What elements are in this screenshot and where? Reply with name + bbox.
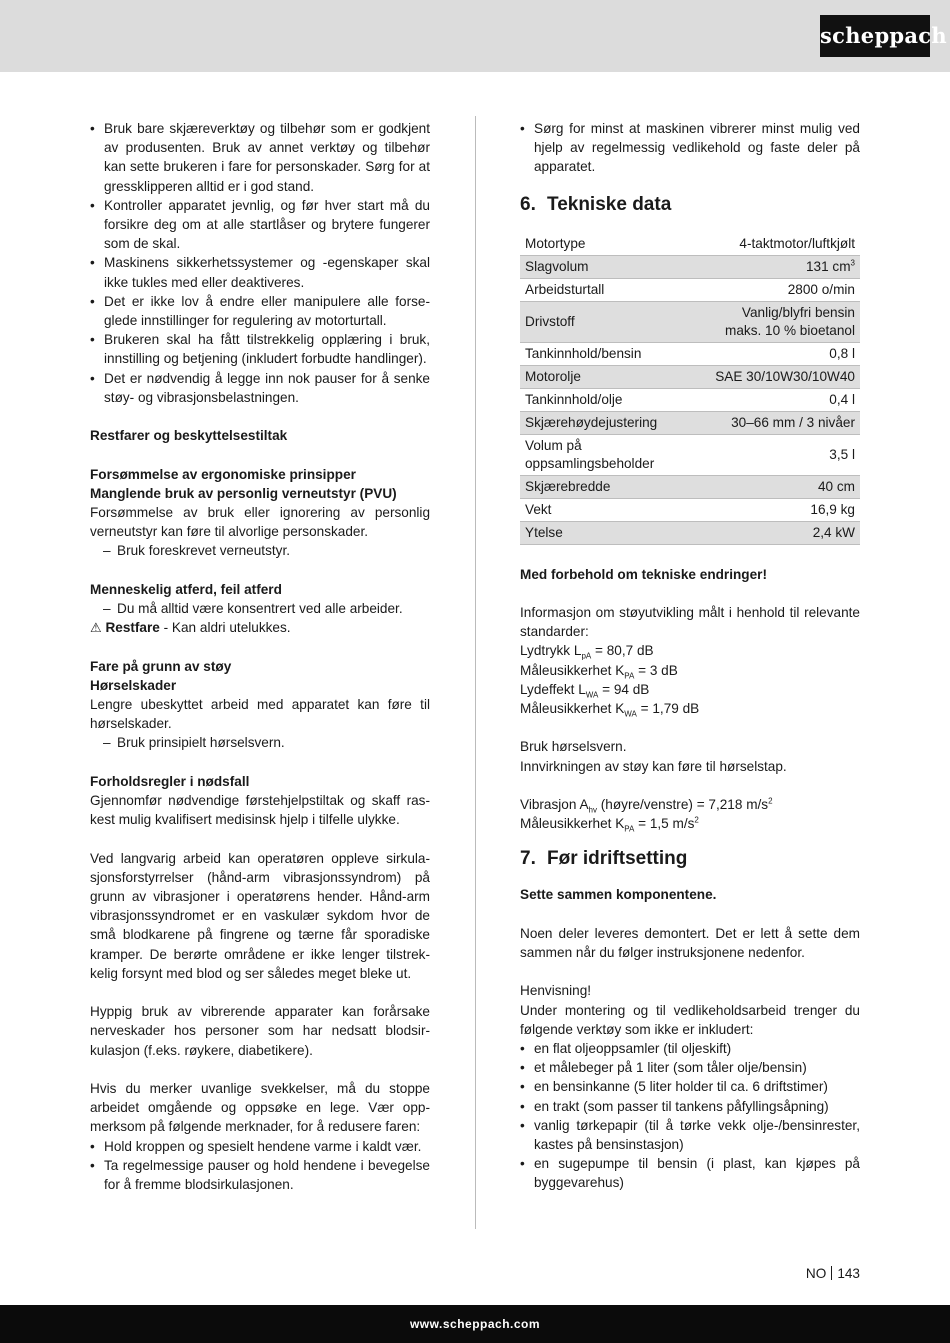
table-cell-value: 131 $cm^3$ (686, 255, 860, 278)
safety-bullet-list (90, 119, 430, 407)
list-item: • en sugepumpe til bensin (i plast, kan kjøpes på byggevarehus) (520, 1154, 860, 1192)
hearing-heading: Hørselskader (90, 677, 177, 693)
list-item: • en flat oljeoppsamler (til oljeskift) (520, 1039, 860, 1058)
nerve-damage-paragraph: Hyppig bruk av vibrerende apparater kan forårsake nerveskader hos personer som har nedsatt blodsirkulasjon (f.eks. røykere, diabetikere). (90, 1004, 430, 1058)
list-item: • en trakt (som passer til tankens påfyllingsåpning) (520, 1097, 860, 1116)
list-item: • Bruk bare skjæreverktøy og tilbehør som er godkjent av produsenten. Bruk av annet verktøy og tilbehør kan sette brukeren i fare for personskader. Sørg for at gressklipperen alltid er i god stand. (90, 119, 430, 196)
tech-changes-note: Med forbehold om tekniske endringer! (520, 566, 767, 582)
list-item: • Hold kroppen og spesielt hendene varme i kaldt vær. (90, 1137, 430, 1156)
weakness-paragraph: Hvis du merker uvanlige svekkelser, må du stoppe arbeidet omgående og oppsøke en lege. Vær oppmerksom på følgende merknader, for å redusere faren: (90, 1081, 430, 1135)
tools-bullet-list (520, 1039, 860, 1193)
page-number-value: 143 (837, 1266, 860, 1281)
scheppach-logo: scheppach (820, 15, 930, 57)
hearing-protection-text: Bruk hørselsvern. (520, 739, 627, 755)
kwa-uncertainty-line: Måleusikkerhet $K_{WA} = 1,79$ dB (520, 701, 700, 719)
header-bar (0, 0, 950, 72)
table-cell-value: 2,4 kW (686, 521, 860, 544)
right-column (520, 119, 860, 1193)
note-label: Henvisning! (520, 983, 592, 999)
list-item: • Det er nødvendig å legge inn nok pauser for å senke støy- og vibrasjonsbelastningen. (90, 369, 430, 407)
hearing-loss-text: Innvirkningen av støy kan føre til hørselstap. (520, 758, 787, 774)
table-cell-label: Vekt (520, 498, 686, 521)
section-number: 6. (520, 193, 536, 215)
table-cell-label: Motorolje (520, 365, 686, 388)
note-text: Under montering og til vedlikeholdsarbeid trenger du følgende verktøy som ikke er inkludert: (520, 1002, 860, 1037)
table-row (520, 475, 860, 498)
column-divider (475, 116, 476, 1229)
restfarer-heading: Restfarer og beskyttelsestiltak (90, 428, 288, 444)
list-item: • Kontroller apparatet jevnlig, og før hver start må du forsikre deg om at alle startlåser og brytere fungerer som de skal. (90, 196, 430, 254)
list-item: • Det er ikke lov å endre eller manipulere alle forseglede innstillinger for regulering av motorturtall. (90, 292, 430, 330)
list-item: • en bensinkanne (5 liter holder til ca. 6 driftstimer) (520, 1077, 860, 1096)
table-cell-label: Ytelse (520, 521, 686, 544)
table-cell-value: SAE 30/10W30/10W40 (686, 365, 860, 388)
table-cell-value: 4-taktmotor/luftkjølt (686, 233, 860, 256)
assemble-heading: Sette sammen komponentene. (520, 887, 717, 903)
human-dash-item: – Du må alltid være konsentrert ved alle arbeider. (90, 599, 430, 618)
language-code: NO (805, 1266, 827, 1281)
table-row (520, 388, 860, 411)
table-row (520, 301, 860, 342)
table-row (520, 365, 860, 388)
technical-data-table (520, 233, 860, 545)
table-cell-label: Skjærebredde (520, 475, 686, 498)
table-row (520, 278, 860, 301)
table-cell-value: 2800 o/min (686, 278, 860, 301)
list-item: • Brukeren skal ha fått tilstrekkelig opplæring i bruk, innstilling og betjening (inkludert forbudte handlinger). (90, 330, 430, 368)
table-cell-value: Vanlig/blyfri bensin maks. 10 % bioetanol (686, 301, 860, 342)
list-item: • et målebeger på 1 liter (som tåler olje/bensin) (520, 1058, 860, 1077)
list-item: • Sørg for minst at maskinen vibrerer minst mulig ved hjelp av regelmessig vedlikehold og faste deler på apparatet. (520, 119, 860, 177)
table-row (520, 255, 860, 278)
emergency-text: Gjennomfør nødvendige førstehjelpstiltak og skaff raskest mulig kvalifisert medisinsk hjelp i tilfelle ulykke. (90, 793, 430, 828)
section-title: Tekniske data (547, 193, 672, 215)
table-row (520, 411, 860, 434)
section-title: Før idriftsetting (547, 848, 688, 870)
sound-pressure-line: Lydtrykk $L_{pA} = 80,7$ dB (520, 643, 654, 662)
vibration-bullet-list (520, 119, 860, 177)
noise-text: Lengre ubeskyttet arbeid med apparatet kan føre til hørselskader. (90, 697, 430, 732)
section-7-heading (520, 847, 860, 871)
table-cell-label: Skjærehøydejustering (520, 411, 686, 434)
table-cell-label: Motortype (520, 233, 686, 256)
table-cell-label: Tankinnhold/bensin (520, 342, 686, 365)
noise-dash-item: – Bruk prinsipielt hørselsvern. (90, 733, 430, 752)
ergo-dash-item: – Bruk foreskrevet verneutstyr. (90, 541, 430, 560)
table-row (520, 342, 860, 365)
vibration-uncertainty-line: Måleusikkerhet $K_{PA} = 1,5$ $m/s^2$ (520, 815, 699, 834)
human-heading: Menneskelig atferd, feil atferd (90, 581, 282, 597)
table-cell-value: 0,4 l (686, 388, 860, 411)
noise-intro: Informasjon om støyutvikling målt i henhold til relevante standarder: (520, 605, 860, 640)
ergo-text: Forsømmelse av bruk eller ignorering av personlig verneutstyr kan føre til alvorlige personskader. (90, 505, 430, 540)
restfare-label: Restfare (105, 620, 160, 636)
section-number: 7. (520, 848, 536, 870)
precaution-bullet-list (90, 1137, 430, 1195)
section-6-heading (520, 193, 860, 217)
table-row (520, 498, 860, 521)
table-cell-value: 30–66 mm / 3 nivåer (686, 411, 860, 434)
table-cell-label: Drivstoff (520, 301, 686, 342)
ppe-heading: Manglende bruk av personlig verneutstyr (PVU) (90, 485, 397, 501)
assemble-text: Noen deler leveres demontert. Det er lett å sette dem sammen når du følger instruksjonene nedenfor. (520, 925, 860, 960)
table-row (520, 521, 860, 544)
warning-triangle-icon: ⚠ (90, 620, 102, 636)
table-cell-value: 16,9 kg (686, 498, 860, 521)
list-item: • Maskinens sikkerhetssystemer og -egenskaper skal ikke tukles med eller deaktiveres. (90, 253, 430, 291)
emergency-heading: Forholdsregler i nødsfall (90, 773, 250, 789)
sound-power-line: Lydeffekt $L_{WA} = 94$ dB (520, 681, 650, 700)
ergo-heading: Forsømmelse av ergonomiske prinsipper (90, 466, 356, 482)
table-cell-value: 3,5 l (686, 434, 860, 475)
list-item: • Ta regelmessige pauser og hold hendene i bevegelse for å fremme blodsirkulasjonen. (90, 1156, 430, 1194)
table-cell-value: 0,8 l (686, 342, 860, 365)
vibration-paragraph: Ved langvarig arbeid kan operatøren oppleve sirkulasjonsforstyrrelser (hånd-arm vibrasjonssyndrom) på grunn av vibrasjoner i operatørens hender. Hånd-arm vibrasjonssyndromet er en vaskulær sykdom hvor de små blodkarene på fingrene og tærne får sporadiske kramper. De berørte områdene er ikke lenger tilstrekkelig forsynt med blod og ser således meget bleke ut. (90, 850, 430, 981)
table-cell-label: Tankinnhold/olje (520, 388, 686, 411)
list-item: • vanlig tørkepapir (til å tørke vekk olje-/bensinrester, kastes på bensinstasjon) (520, 1116, 860, 1154)
table-cell-label: Slagvolum (520, 255, 686, 278)
website-url: www.scheppach.com (409, 1317, 541, 1331)
table-cell-value: 40 cm (686, 475, 860, 498)
page-number (806, 1264, 860, 1283)
restfare-line (90, 618, 430, 637)
table-cell-label: Arbeidsturtall (520, 278, 686, 301)
restfare-text: - Kan aldri utelukkes. (159, 620, 291, 636)
table-row (520, 434, 860, 475)
noise-heading: Fare på grunn av støy (90, 658, 232, 674)
vibration-value-line: Vibrasjon $A_{hv}$ (høyre/venstre) = 7,218 $m/s^2$ (520, 796, 773, 815)
left-column (90, 119, 430, 1194)
footer-bar (0, 1305, 950, 1343)
table-cell-label: Volum på oppsamlingsbeholder (520, 434, 686, 475)
table-row (520, 233, 860, 256)
kpa-uncertainty-line: Måleusikkerhet $K_{PA} = 3$ dB (520, 662, 678, 681)
